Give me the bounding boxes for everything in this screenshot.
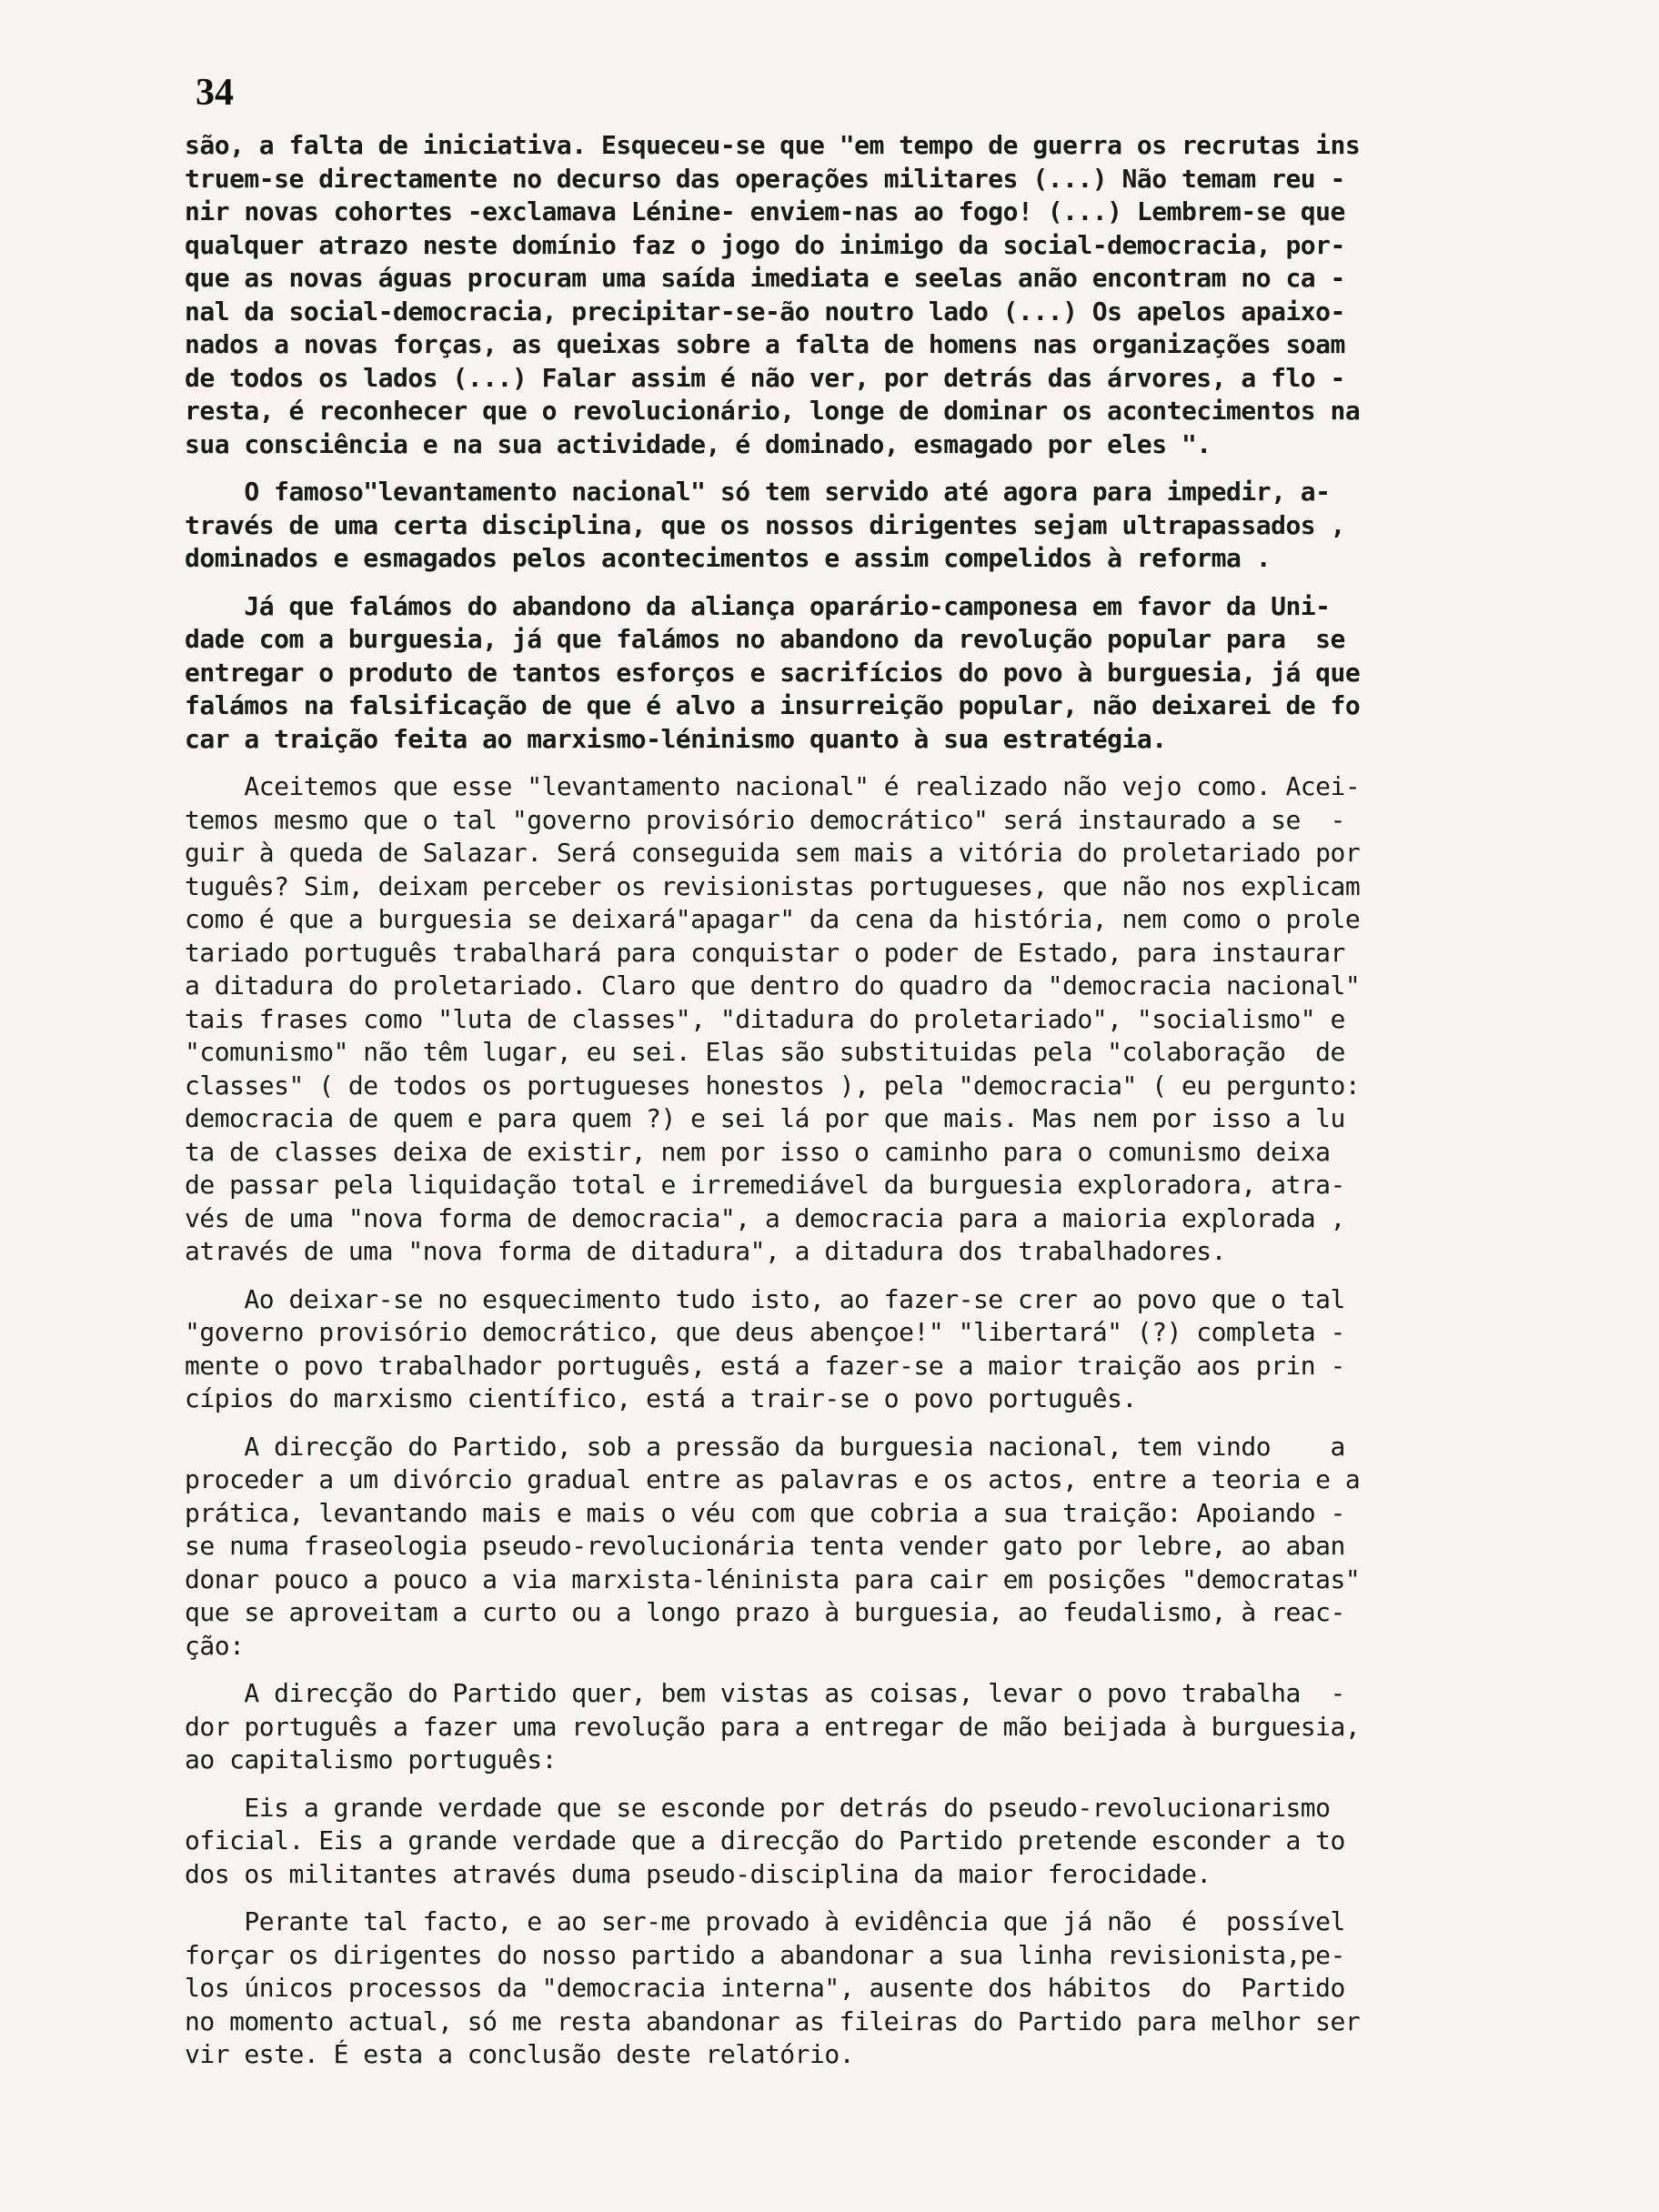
- text-line: forçar os dirigentes do nosso partido a abandonar a sua linha revisionista,pe-: [185, 1939, 1345, 1970]
- text-line: resta, é reconhecer que o revolucionário, longe de dominar os acontecimentos na: [185, 396, 1361, 426]
- text-line: nal da social-democracia, precipitar-se-ão noutro lado (...) Os apelos apaixo-: [185, 296, 1345, 327]
- text-line: O famoso"levantamento nacional" só tem servido até agora para impedir, a-: [185, 477, 1331, 507]
- text-line: nados a novas forças, as queixas sobre a falta de homens nas organizações soam: [185, 329, 1345, 359]
- paragraph-gap: [185, 1891, 1604, 1905]
- text-line: Ao deixar-se no esquecimento tudo isto, ao fazer-se crer ao povo que o tal: [185, 1283, 1345, 1314]
- text-line: "comunismo" não têm lugar, eu sei. Elas são substituidas pela "colaboração de: [185, 1037, 1345, 1067]
- text-line: se numa fraseologia pseudo-revolucionária tenta vender gato por lebre, ao aban: [185, 1531, 1345, 1561]
- paragraph: [185, 1792, 1604, 1892]
- text-line: através de uma "nova forma de ditadura", a ditadura dos trabalhadores.: [185, 1236, 1227, 1266]
- text-line: ção:: [185, 1630, 245, 1661]
- paragraph-gap: [185, 461, 1604, 476]
- text-line: A direcção do Partido, sob a pressão da burguesia nacional, tem vindo a: [185, 1431, 1345, 1462]
- paragraph: [185, 1677, 1604, 1777]
- paragraph-gap: [185, 1777, 1604, 1792]
- text-line: que as novas águas procuram uma saída imediata e seelas anão encontram no ca -: [185, 263, 1345, 293]
- text-line: prática, levantando mais e mais o véu com que cobria a sua traição: Apoiando -: [185, 1497, 1345, 1528]
- text-line: ta de classes deixa de existir, nem por isso o caminho para o comunismo deixa: [185, 1136, 1331, 1167]
- text-line: los únicos processos da "democracia interna", ausente dos hábitos do Partido: [185, 1973, 1345, 2003]
- paragraph: [185, 1431, 1604, 1664]
- text-line: dor português a fazer uma revolução para a entregar de mão beijada à burguesia,: [185, 1711, 1361, 1742]
- text-line: mente o povo trabalhador português, está a fazer-se a maior traição aos prin -: [185, 1350, 1345, 1381]
- paragraph: [185, 590, 1604, 757]
- text-line: proceder a um divórcio gradual entre as palavras e os actos, entre a teoria e a: [185, 1464, 1361, 1494]
- text-line: que se aproveitam a curto ou a longo prazo à burguesia, ao feudalismo, à reac-: [185, 1597, 1345, 1627]
- text-line: guir à queda de Salazar. Será conseguida sem mais a vitória do proletariado por: [185, 838, 1361, 868]
- text-line: classes" ( de todos os portugueses honestos ), pela "democracia" ( eu pergunto:: [185, 1070, 1361, 1101]
- text-line: dos os militantes através duma pseudo-disciplina da maior ferocidade.: [185, 1858, 1212, 1889]
- text-line: vés de uma "nova forma de democracia", a democracia para a maioria explorada ,: [185, 1202, 1345, 1233]
- paragraph: [185, 770, 1604, 1269]
- text-line: través de uma certa disciplina, que os nossos dirigentes sejam ultrapassados ,: [185, 509, 1345, 540]
- text-line: são, a falta de iniciativa. Esqueceu-se que "em tempo de guerra os recrutas ins: [185, 130, 1361, 160]
- paragraph-gap: [185, 1269, 1604, 1283]
- text-line: car a traição feita ao marxismo-léninismo quanto à sua estratégia.: [185, 723, 1167, 754]
- text-line: entregar o produto de tantos esforços e sacrifícios do povo à burguesia, já que: [185, 657, 1361, 688]
- paragraph: [185, 1283, 1604, 1416]
- paragraph: [185, 1905, 1604, 2072]
- text-line: Já que falámos do abandono da aliança oparário-camponesa em favor da Uni-: [185, 590, 1331, 621]
- text-line: tariado português trabalhará para conquistar o poder de Estado, para instaurar: [185, 937, 1345, 968]
- paragraph-gap: [185, 576, 1604, 590]
- text-line: democracia de quem e para quem ?) e sei lá por que mais. Mas nem por isso a lu: [185, 1103, 1345, 1133]
- text-line: tais frases como "luta de classes", "ditadura do proletariado", "socialismo" e: [185, 1003, 1345, 1034]
- paragraph: [185, 476, 1604, 576]
- text-line: A direcção do Partido quer, bem vistas as coisas, levar o povo trabalha -: [185, 1678, 1345, 1708]
- text-line: qualquer atrazo neste domínio faz o jogo do inimigo da social-democracia, por-: [185, 229, 1345, 260]
- text-line: Eis a grande verdade que se esconde por detrás do pseudo-revolucionarismo: [185, 1792, 1331, 1823]
- text-line: truem-se directamente no decurso das operações militares (...) Não temam reu -: [185, 163, 1345, 194]
- paragraph-gap: [185, 1416, 1604, 1431]
- text-line: Perante tal facto, e ao ser-me provado à evidência que já não é possível: [185, 1906, 1345, 1936]
- text-line: Aceitemos que esse "levantamento nacional" é realizado não vejo como. Acei-: [185, 771, 1361, 801]
- text-line: dade com a burguesia, já que falámos no abandono da revolução popular para se: [185, 624, 1345, 654]
- text-line: como é que a burguesia se deixará"apagar" da cena da história, nem como o prole: [185, 904, 1361, 934]
- text-line: dominados e esmagados pelos acontecimentos e assim compelidos à reforma .: [185, 543, 1272, 573]
- text-line: cípios do marxismo científico, está a trair-se o povo português.: [185, 1383, 1137, 1413]
- text-line: a ditadura do proletariado. Claro que dentro do quadro da "democracia nacional": [185, 970, 1361, 1000]
- text-line: oficial. Eis a grande verdade que a direcção do Partido pretende esconder a to: [185, 1825, 1345, 1855]
- body-text: [185, 129, 1604, 2072]
- text-line: "governo provisório democrático, que deus abençoe!" "libertará" (?) completa -: [185, 1317, 1345, 1347]
- text-line: falámos na falsificação de que é alvo a insurreição popular, não deixarei de fo: [185, 690, 1361, 720]
- text-line: temos mesmo que o tal "governo provisório democrático" será instaurado a se -: [185, 804, 1345, 835]
- text-line: ao capitalismo português:: [185, 1744, 557, 1775]
- page-number: 34: [196, 72, 234, 114]
- text-line: tuguês? Sim, deixam perceber os revisionistas portugueses, que não nos explicam: [185, 870, 1361, 901]
- text-line: nir novas cohortes -exclamava Lénine- enviem-nas ao fogo! (...) Lembrem-se que: [185, 196, 1345, 226]
- paragraph: [185, 129, 1604, 461]
- text-line: de todos os lados (...) Falar assim é não ver, por detrás das árvores, a flo -: [185, 362, 1345, 393]
- text-line: no momento actual, só me resta abandonar as fileiras do Partido para melhor ser: [185, 2006, 1361, 2036]
- paragraph-gap: [185, 1663, 1604, 1677]
- text-line: de passar pela liquidação total e irremediável da burguesia exploradora, atra-: [185, 1170, 1345, 1200]
- text-line: donar pouco a pouco a via marxista-léninista para cair em posições "democratas": [185, 1563, 1361, 1594]
- text-line: vir este. É esta a conclusão deste relatório.: [185, 2039, 855, 2069]
- text-line: sua consciência e na sua actividade, é dominado, esmagado por eles ".: [185, 428, 1212, 459]
- paragraph-gap: [185, 756, 1604, 770]
